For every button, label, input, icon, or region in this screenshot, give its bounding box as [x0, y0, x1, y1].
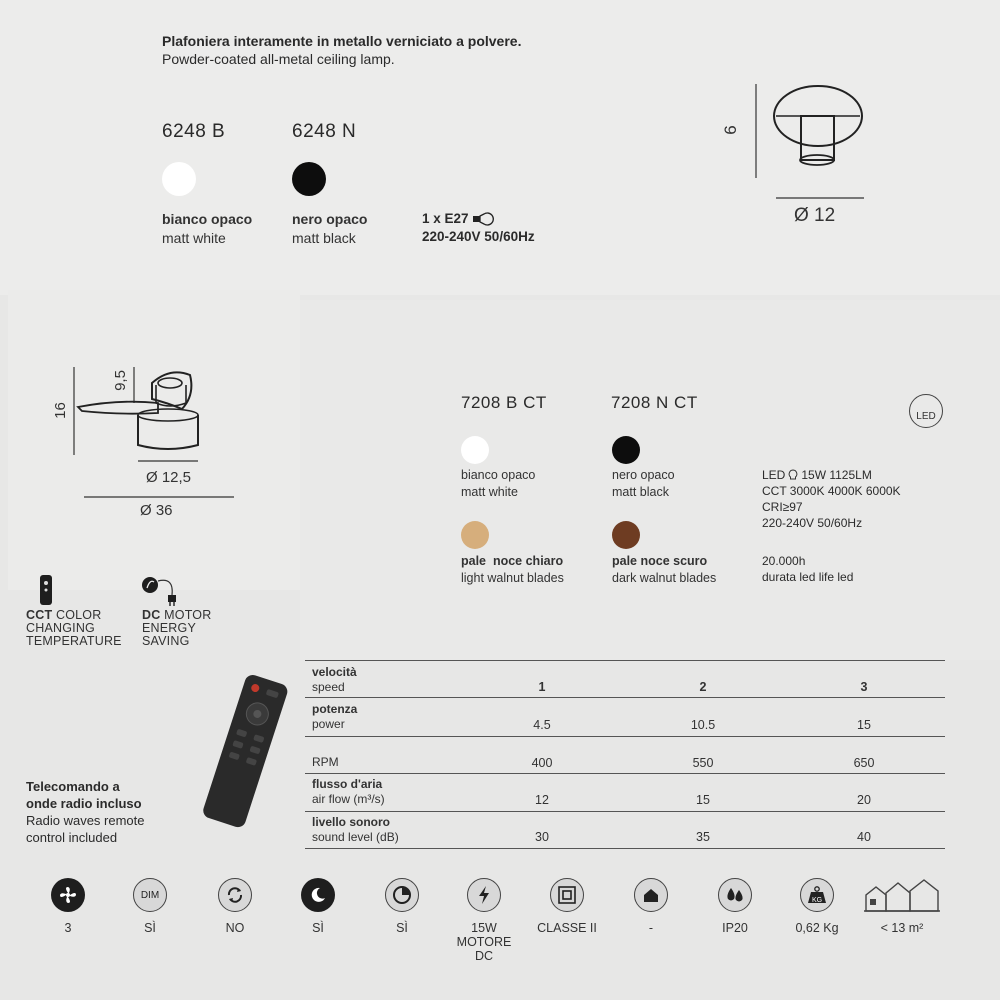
remote-caption	[26, 778, 145, 846]
lamp-finish-white	[162, 210, 252, 248]
leaf-plug-icon	[140, 573, 180, 607]
feature-dc-line3: SAVING	[142, 634, 190, 648]
feature-cct-line2: CHANGING	[26, 621, 95, 635]
blade-swatch-light-walnut	[461, 521, 489, 549]
lamp-swatch-black	[292, 162, 326, 196]
dim-icon	[133, 878, 167, 912]
row-label-en: air flow (m³/s)	[312, 792, 385, 806]
led-badge-text: LED	[916, 411, 936, 422]
night-mode-icon	[301, 878, 335, 912]
lamp-voltage: 220-240V 50/60Hz	[422, 229, 535, 244]
lamp-specs	[422, 210, 535, 246]
row-label-it: velocità	[312, 665, 357, 679]
cri-value: CRI≥97	[762, 500, 803, 514]
row-label-it: livello sonoro	[312, 815, 391, 829]
icon-caption: SÌ	[144, 921, 156, 935]
row-label-en: sound level (dB)	[312, 830, 399, 844]
fan-height-label: 16	[51, 402, 69, 419]
lamp-code-black: 6248 N	[292, 121, 357, 142]
table-divider	[305, 736, 945, 737]
fan-finish-black	[612, 467, 675, 501]
feature-dc	[142, 609, 211, 648]
feature-dc-rest: MOTOR	[164, 608, 212, 622]
motor-caption-2: MOTORE	[456, 935, 512, 949]
life-hours: 20.000h	[762, 554, 806, 568]
table-divider	[305, 773, 945, 774]
table-divider	[305, 660, 945, 661]
fan-voltage: 220-240V 50/60Hz	[762, 516, 863, 530]
table-cell: 15	[696, 793, 710, 807]
feature-cct-line3: TEMPERATURE	[26, 634, 122, 648]
row-label-en: power	[312, 717, 345, 731]
lamp-finish-black	[292, 210, 367, 248]
bulb-outline-icon	[787, 469, 799, 481]
fan-body-diameter-label: Ø 12,5	[146, 469, 192, 486]
table-cell: 20	[857, 793, 871, 807]
motor-caption-3: DC	[474, 949, 494, 963]
finish-label-it: nero opaco	[612, 468, 675, 482]
remote-en-line1: Radio waves remote	[26, 813, 145, 828]
fan-icon	[51, 878, 85, 912]
remote-it-line2: onde radio incluso	[26, 796, 142, 811]
cct-values: CCT 3000K 4000K 6000K	[762, 484, 901, 498]
table-row-label	[312, 702, 357, 732]
table-cell: 35	[696, 830, 710, 844]
table-cell: 550	[692, 756, 714, 770]
intro-italian: Plafoniera interamente in metallo verniciato a polvere.	[162, 33, 522, 49]
led-life	[762, 553, 853, 585]
table-divider	[305, 848, 945, 849]
feature-dc-bold: DC	[142, 608, 161, 622]
table-cell: 1	[538, 680, 546, 694]
blade-finish-dark	[612, 553, 716, 587]
water-drops-icon	[718, 878, 752, 912]
led-prefix: LED	[762, 468, 786, 482]
row-label-en: speed	[312, 680, 345, 694]
blade-finish-light	[461, 553, 564, 587]
finish-label-it: nero opaco	[292, 211, 368, 227]
icon-caption: < 13 m²	[880, 921, 924, 935]
fan-swatch-white	[461, 436, 489, 464]
finish-label-en: matt black	[292, 230, 356, 246]
finish-label-en: matt white	[461, 485, 518, 499]
table-cell: 40	[857, 830, 871, 844]
feature-cct-rest: COLOR	[55, 608, 102, 622]
remote-cct-icon	[34, 573, 58, 607]
table-row-label	[312, 815, 399, 845]
intro-english: Powder-coated all-metal ceiling lamp.	[162, 51, 395, 67]
led-badge-icon	[909, 394, 943, 428]
weight-icon	[800, 878, 834, 912]
icon-caption: 3	[64, 921, 72, 935]
blade-swatch-dark-walnut	[612, 521, 640, 549]
dim-icon-glyph: DIM	[140, 889, 160, 901]
fan-led-specs	[762, 467, 901, 531]
row-label-it: flusso d'aria	[312, 777, 383, 791]
intro-text	[162, 32, 521, 68]
class-ii-icon	[550, 878, 584, 912]
fan-code-black: 7208 N CT	[611, 393, 698, 412]
blade-label-it: pale noce scuro	[612, 554, 708, 568]
remote-en-line2: control included	[26, 830, 118, 845]
finish-label-en: matt white	[162, 230, 226, 246]
icon-caption: IP20	[722, 921, 748, 935]
table-cell: 4.5	[533, 718, 551, 732]
fan-body-height-label: 9,5	[111, 370, 129, 391]
motor-caption	[439, 921, 529, 963]
row-label-it: potenza	[312, 702, 358, 716]
blade-label-it: pale noce chiaro	[461, 554, 564, 568]
fan-code-white: 7208 B CT	[461, 393, 547, 412]
icon-caption: 0,62 Kg	[795, 921, 839, 935]
lamp-height-label: 9	[720, 125, 740, 135]
table-cell: 650	[853, 756, 875, 770]
remote-control-image	[185, 672, 305, 832]
fan-finish-white	[461, 467, 535, 501]
icon-caption: SÌ	[312, 921, 324, 935]
led-value: 15W 1125LM	[801, 468, 872, 482]
reverse-icon	[218, 878, 252, 912]
bulb-type: 1 x E27	[422, 211, 469, 226]
finish-label-it: bianco opaco	[461, 468, 536, 482]
icon-caption: -	[648, 921, 654, 935]
table-cell: 3	[860, 680, 868, 694]
table-cell: 12	[535, 793, 549, 807]
lamp-code-white: 6248 B	[162, 121, 226, 142]
feature-dc-line2: ENERGY	[142, 621, 196, 635]
icon-caption: CLASSE II	[537, 921, 597, 935]
table-cell: 2	[699, 680, 707, 694]
weight-icon-glyph: KG	[811, 897, 823, 904]
fan-overall-diameter-label: Ø 36	[140, 502, 173, 519]
bulb-icon	[472, 212, 498, 226]
table-divider	[305, 697, 945, 698]
lamp-diameter-label: Ø 12	[794, 205, 836, 226]
row-label-en: RPM	[312, 755, 339, 769]
lightning-icon	[467, 878, 501, 912]
feature-cct-bold: CCT	[26, 608, 53, 622]
blade-label-en: light walnut blades	[461, 571, 564, 585]
icon-caption: NO	[225, 921, 245, 935]
finish-label-it: bianco opaco	[162, 211, 253, 227]
house-icon	[634, 878, 668, 912]
icon-caption: SÌ	[396, 921, 408, 935]
table-row-label	[312, 665, 357, 695]
table-row-label	[312, 755, 339, 770]
motor-caption-1: 15W	[471, 921, 497, 935]
fan-swatch-black	[612, 436, 640, 464]
remote-it-line1: Telecomando a	[26, 779, 120, 794]
life-label: durata led life led	[762, 570, 854, 584]
finish-label-en: matt black	[612, 485, 669, 499]
table-cell: 30	[535, 830, 549, 844]
timer-icon	[385, 878, 419, 912]
table-divider	[305, 811, 945, 812]
table-cell: 15	[857, 718, 871, 732]
blade-label-en: dark walnut blades	[612, 571, 717, 585]
feature-cct	[26, 609, 122, 648]
table-cell: 10.5	[690, 718, 716, 732]
table-row-label	[312, 777, 385, 807]
table-cell: 400	[531, 756, 553, 770]
room-size-icon	[862, 877, 942, 913]
lamp-swatch-white	[162, 162, 196, 196]
